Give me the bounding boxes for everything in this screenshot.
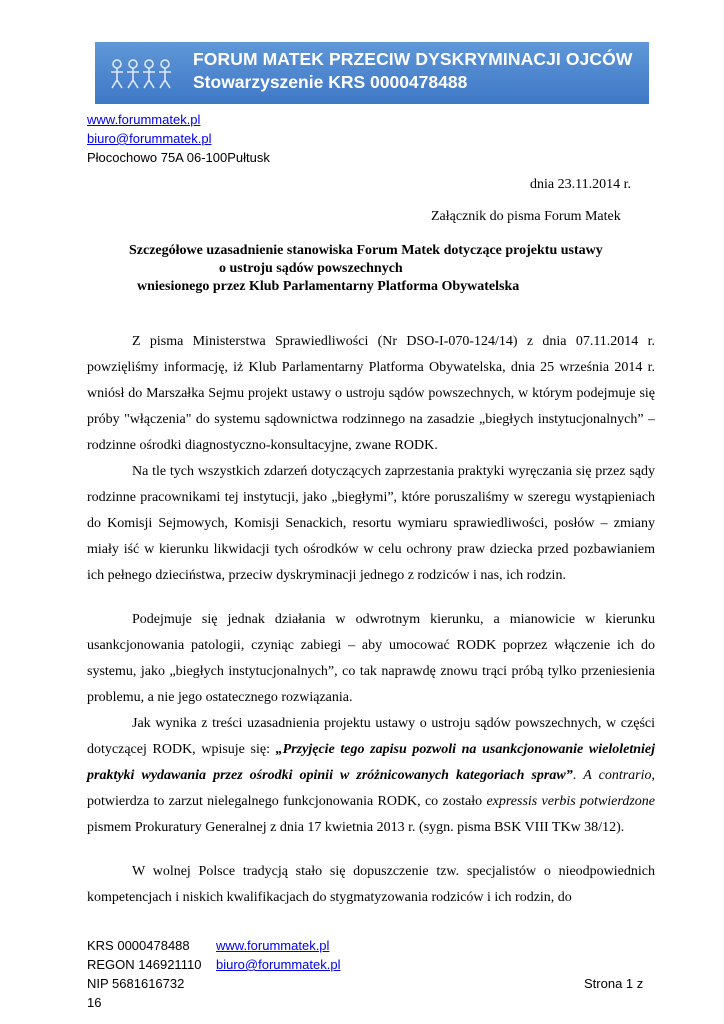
footer-krs: KRS 0000478488 xyxy=(87,938,190,953)
quoted-justification: „Przyjęcie tego zapisu pozwoli na usankcjonowanie wieloletniej praktyki wydawania przez ośrodki opinii w zróżnicowanych kategoriach spraw” xyxy=(87,742,655,783)
footer-nip: NIP 5681616732 xyxy=(87,976,185,991)
letter-date: dnia 23.11.2014 r. xyxy=(530,177,631,192)
footer-email-link[interactable]: biuro@forummatek.pl xyxy=(216,957,341,972)
footer-regon: REGON 146921110 xyxy=(87,957,202,972)
family-figures-icon xyxy=(109,56,173,90)
paragraph-2: Na tle tych wszystkich zdarzeń dotyczących zaprzestania praktyki wyręczania się przez sądy rodzinne pracownikami tej instytucji, jako „biegłymi”, które poruszaliśmy w szeregu wystąpieniach do Komisji Sejmowych, Komisji Senackich, resortu wymiaru sprawiedliwości, posłów – zmiany miały iść w kierunku likwidacji tych ośrodków w celu ochrony praw dziecka przed pozbawianiem ich pełnego dzieciństwa, przeciw dyskryminacji jednego z rodziców i nas, ich rodzin. xyxy=(87,464,655,583)
header-website-link[interactable]: www.forummatek.pl xyxy=(87,112,201,127)
footer-website-link[interactable]: www.forummatek.pl xyxy=(216,938,330,953)
page-total: 16 xyxy=(87,995,102,1010)
document-title-line-2: o ustroju sądów powszechnych xyxy=(219,261,403,276)
banner-subtitle: Stowarzyszenie KRS 0000478488 xyxy=(193,72,468,92)
paragraph-5: W wolnej Polsce tradycją stało się dopuszczenie tzw. specjalistów o nieodpowiednich kompetencjach i niskich kwalifikacjach do stygmatyzowania rodziców i ich rodzin, do xyxy=(87,864,655,905)
attachment-note: Załącznik do pisma Forum Matek xyxy=(431,209,621,224)
paragraph-1: Z pisma Ministerstwa Sprawiedliwości (Nr DSO-I-070-124/14) z dnia 07.11.2014 r. powzięliśmy informację, iż Klub Parlamentarny Platforma Obywatelska, dnia 25 września 2014 r. wniósł do Marszałka Sejmu projekt ustawy o ustroju sądów powszechnych, w którym podejmuje się próby "włączenia" do systemu sądownictwa rodzinnego na zasadzie „biegłych instytucjonalnych” – rodzinne ośrodki diagnostyczno-konsultacyjne, zwane RODK. xyxy=(87,334,655,453)
document-title-line-3: wniesionego przez Klub Parlamentarny Platforma Obywatelska xyxy=(137,279,520,294)
paragraph-3: Podejmuje się jednak działania w odwrotnym kierunku, a mianowicie w kierunku usankcjonowania patologii, czyniąc zabiegi – aby umocować RODK poprzez włączenie ich do systemu, jako „biegłych instytucjonalnych”, co tak naprawdę znowu trąci próbą tylko przeniesienia problemu, a nie jego ostatecznego rozwiązania. xyxy=(87,612,655,705)
document-title-line-1: Szczegółowe uzasadnienie stanowiska Forum Matek dotyczące projektu ustawy xyxy=(129,243,603,258)
header-email-link[interactable]: biuro@forummatek.pl xyxy=(87,131,212,146)
paragraph-4: Jak wynika z treści uzasadnienia projektu ustawy o ustroju sądów powszechnych, w części dotyczącej RODK, wpisuje się: „Przyjęcie tego zapisu pozwoli na usankcjonowanie wieloletniej praktyki wydawania przez ośrodki opinii w zróżnicowanych kategoriach spraw”. A contrario, potwierdza to zarzut nielegalnego funkcjonowania RODK, co zostało expressis verbis potwierdzone pismem Prokuratury Generalnej z dnia 17 kwietnia 2013 r. (sygn. pisma BSK VIII TKw 38/12). xyxy=(87,716,655,835)
header-banner xyxy=(95,42,649,104)
page-number-label: Strona 1 z xyxy=(584,976,644,991)
header-address: Płocochowo 75A 06-100Pułtusk xyxy=(87,150,270,165)
banner-title: FORUM MATEK PRZECIW DYSKRYMINACJI OJCÓW xyxy=(193,49,633,69)
